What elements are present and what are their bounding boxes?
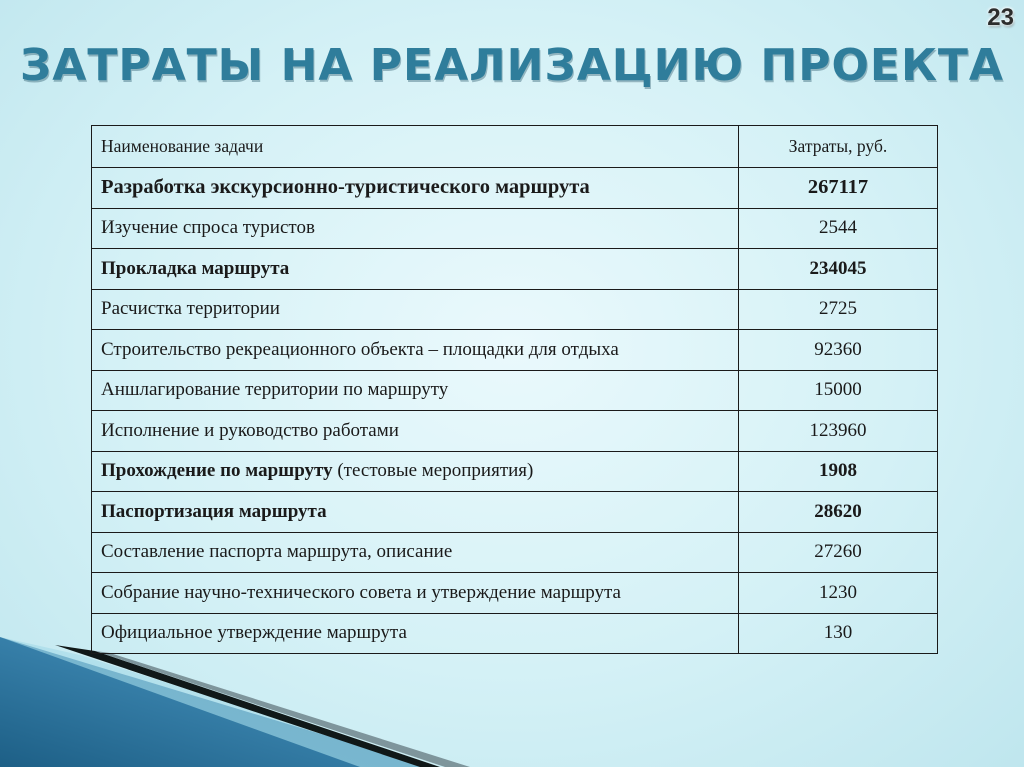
- task-name-cell: [92, 249, 739, 290]
- cost-cell: 2725: [739, 289, 938, 330]
- cost-column-header: Затраты, руб.: [739, 126, 938, 168]
- task-name-cell: [92, 168, 739, 209]
- table-row: [92, 208, 938, 249]
- task-name: Разработка экскурсионно-туристического маршрута: [101, 176, 590, 199]
- task-name-cell: [92, 411, 739, 452]
- task-name: Официальное утверждение маршрута: [101, 622, 407, 644]
- cost-cell: 1230: [739, 573, 938, 614]
- task-note: (тестовые мероприятия): [332, 460, 534, 482]
- task-name: Строительство рекреационного объекта – площадки для отдыха: [101, 338, 619, 360]
- task-name-cell: [92, 492, 739, 533]
- table-row: [92, 168, 938, 209]
- table-row: [92, 289, 938, 330]
- cost-cell: 27260: [739, 532, 938, 573]
- cost-cell: 28620: [739, 492, 938, 533]
- table-row: [92, 573, 938, 614]
- slide-title: ЗАТРАТЫ НА РЕАЛИЗАЦИЮ ПРОЕКТА: [20, 40, 1004, 91]
- table-row: [92, 613, 938, 654]
- task-column-header: Наименование задачи: [92, 126, 739, 168]
- task-name: Прокладка маршрута: [101, 257, 290, 279]
- cost-cell: 234045: [739, 249, 938, 290]
- task-name-cell: [92, 573, 739, 614]
- cost-cell: 92360: [739, 330, 938, 371]
- task-name-cell: [92, 330, 739, 371]
- task-name: Исполнение и руководство работами: [101, 419, 399, 441]
- table-row: [92, 492, 938, 533]
- task-name-cell: [92, 532, 739, 573]
- task-name-cell: [92, 208, 739, 249]
- table-row: [92, 370, 938, 411]
- task-name: Изучение спроса туристов: [101, 217, 315, 239]
- task-name-cell: [92, 613, 739, 654]
- table-row: [92, 249, 938, 290]
- table-row: [92, 411, 938, 452]
- cost-cell: 2544: [739, 208, 938, 249]
- task-name: Паспортизация маршрута: [101, 500, 327, 522]
- task-name: Аншлагирование территории по маршруту: [101, 379, 449, 401]
- cost-cell: 1908: [739, 451, 938, 492]
- slide-number: 23: [987, 4, 1014, 31]
- cost-cell: 130: [739, 613, 938, 654]
- task-name-cell: [92, 289, 739, 330]
- cost-cell: 123960: [739, 411, 938, 452]
- table-row: [92, 532, 938, 573]
- cost-cell: 15000: [739, 370, 938, 411]
- task-name-cell: [92, 370, 739, 411]
- table-row: [92, 451, 938, 492]
- task-name: Расчистка территории: [101, 298, 280, 320]
- cost-cell: 267117: [739, 168, 938, 209]
- task-name: Составление паспорта маршрута, описание: [101, 541, 453, 563]
- table-row: [92, 330, 938, 371]
- task-name-cell: [92, 451, 739, 492]
- table-header-row: [92, 126, 938, 168]
- task-name: Собрание научно-технического совета и утверждение маршрута: [101, 581, 621, 603]
- task-name: Прохождение по маршруту: [101, 460, 333, 482]
- cost-table: [91, 125, 938, 654]
